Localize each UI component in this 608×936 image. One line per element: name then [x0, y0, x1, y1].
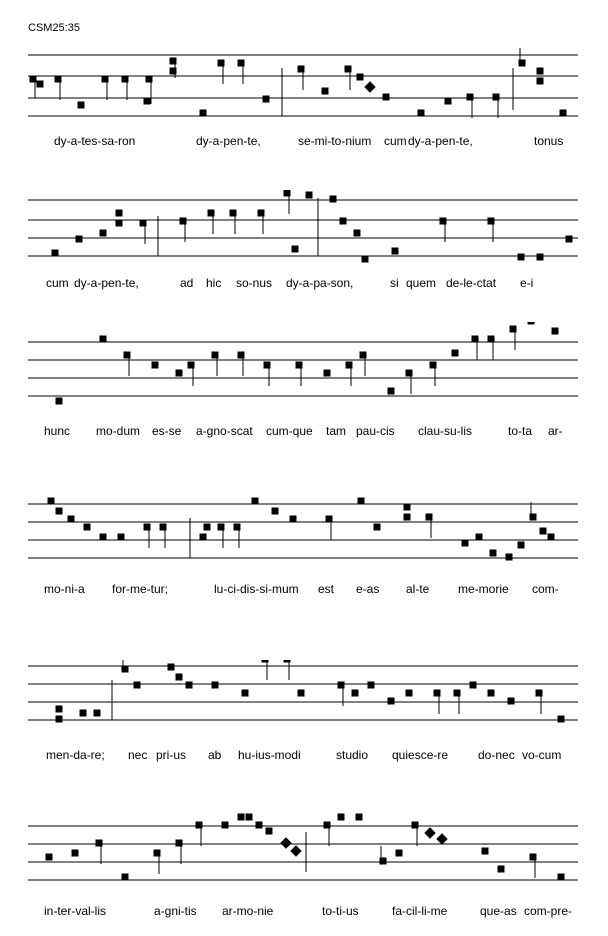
lyric-syllable: hic: [206, 276, 222, 290]
staff-4: [0, 494, 608, 584]
staff-5: [0, 660, 608, 750]
lyric-syllable: nec: [128, 748, 148, 762]
staff-2: [0, 190, 608, 280]
lyric-syllable: for-me-tur;: [112, 582, 169, 596]
lyric-syllable: si: [390, 276, 399, 290]
page-id: CSM25:35: [28, 22, 80, 34]
lyric-syllable: pri-us: [156, 748, 187, 762]
lyric-syllable: dy-a-tes-sa-ron: [54, 134, 136, 148]
lyric-syllable: quiesce-re: [392, 748, 449, 762]
lyric-syllable: que-as: [480, 904, 517, 918]
lyric-syllable: mo-ni-a: [44, 582, 85, 596]
staff-3: [0, 322, 608, 418]
lyric-syllable: ad: [180, 276, 194, 290]
lyric-syllable: ar-: [548, 424, 563, 438]
lyric-syllable: fa-cil-li-me: [392, 904, 448, 918]
system-5: [0, 660, 608, 770]
lyric-syllable: quem: [406, 276, 437, 290]
lyric-syllable: es-se: [152, 424, 182, 438]
neumes: [30, 48, 566, 118]
lyric-syllable: men-da-re;: [46, 748, 105, 762]
lyric-syllable: tam: [326, 424, 347, 438]
lyric-syllable: cum-que: [266, 424, 313, 438]
system-6: [0, 812, 608, 936]
system-3: [0, 322, 608, 442]
lyric-syllable: do-nec: [478, 748, 515, 762]
system-4: [0, 494, 608, 604]
lyric-syllable: com-: [532, 582, 559, 596]
lyric-syllable: hu-ius-modi: [238, 748, 301, 762]
lyric-syllable: de-le-ctat: [446, 276, 497, 290]
lyric-syllable: a-gni-tis: [154, 904, 197, 918]
lyric-syllable: to-ta: [508, 424, 533, 438]
lyric-syllable: se-mi-to-nium: [298, 134, 372, 148]
lyric-syllable: mo-dum: [96, 424, 141, 438]
lyric-syllable: cum: [46, 276, 69, 290]
staff-6: [0, 812, 608, 908]
lyric-syllable: to-ti-us: [322, 904, 359, 918]
lyric-syllable: studio: [336, 748, 369, 762]
staff-1: [0, 48, 608, 138]
lyric-syllable: dy-a-pa-son,: [286, 276, 354, 290]
system-2: [0, 190, 608, 300]
lyric-syllable: clau-su-lis: [418, 424, 473, 438]
lyric-syllable: tonus: [534, 134, 564, 148]
lyric-syllable: vo-cum: [522, 748, 562, 762]
lyric-syllable: est: [318, 582, 335, 596]
lyric-syllable: e-i: [520, 276, 534, 290]
lyric-syllable: dy-a-pen-te,: [408, 134, 473, 148]
lyric-syllable: a-gno-scat: [196, 424, 253, 438]
lyric-syllable: e-as: [356, 582, 380, 596]
system-1: [0, 48, 608, 158]
lyric-syllable: com-pre-: [524, 904, 573, 918]
lyric-syllable: dy-a-pen-te,: [196, 134, 261, 148]
lyric-syllable: me-morie: [458, 582, 509, 596]
lyric-syllable: hunc: [44, 424, 71, 438]
lyric-syllable: in-ter-val-lis: [44, 904, 107, 918]
lyric-syllable: cum: [384, 134, 407, 148]
lyric-syllable: lu-ci-dis-si-mum: [214, 582, 299, 596]
lyric-syllable: al-te: [406, 582, 430, 596]
lyric-syllable: pau-cis: [356, 424, 395, 438]
lyric-syllable: so-nus: [236, 276, 273, 290]
lyric-syllable: ar-mo-nie: [222, 904, 274, 918]
lyric-syllable: dy-a-pen-te,: [74, 276, 139, 290]
lyric-syllable: ab: [208, 748, 222, 762]
